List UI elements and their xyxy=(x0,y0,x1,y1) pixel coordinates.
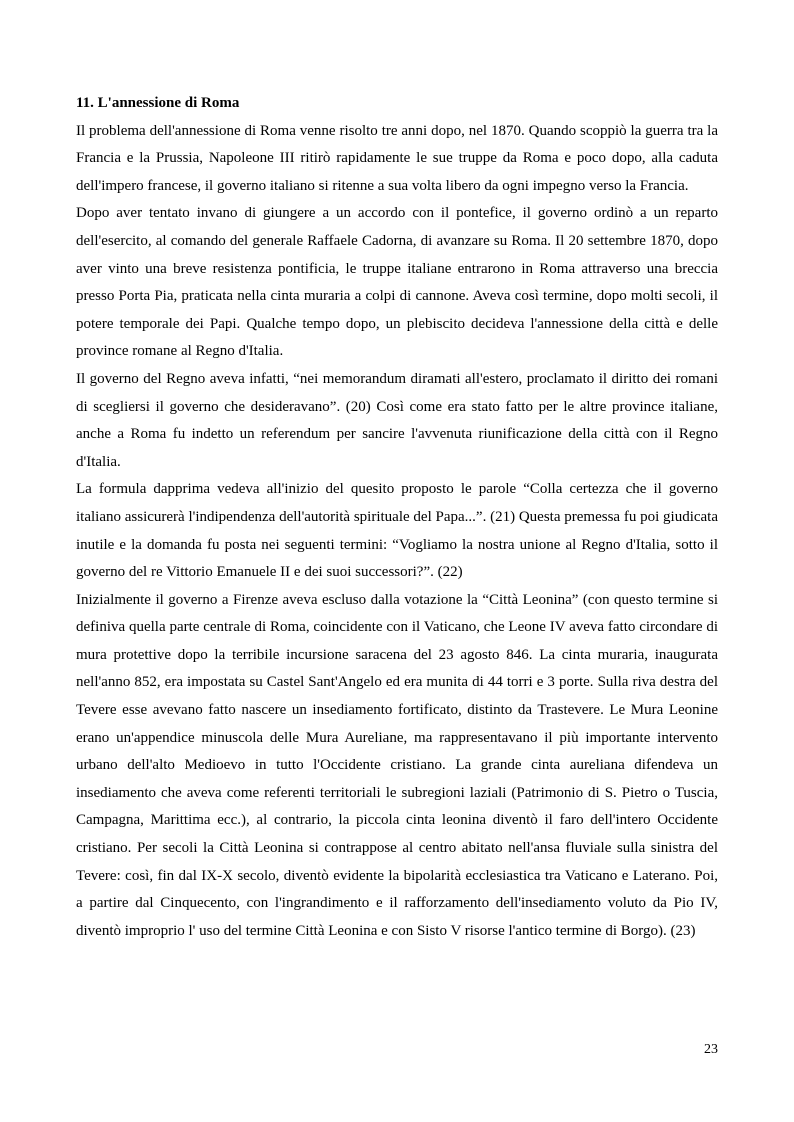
paragraph-1: Il problema dell'annessione di Roma venne risolto tre anni dopo, nel 1870. Quando scoppiò la guerra tra la Francia e la Prussia, Napoleone III ritirò rapidamente le sue truppe da Roma e poco dopo, alla caduta dell'impero francese, il governo italiano si ritenne a sua volta libero da ogni impegno verso la Francia. xyxy=(76,122,718,194)
page-body xyxy=(76,90,718,945)
paragraph-2: Dopo aver tentato invano di giungere a un accordo con il pontefice, il governo ordinò a un reparto dell'esercito, al comando del generale Raffaele Cadorna, di avanzare su Roma. Il 20 settembre 1870, dopo aver vinto una breve resistenza pontificia, le truppe italiane entrarono in Roma attraverso una breccia presso Porta Pia, praticata nella cinta muraria a colpi di cannone. Aveva così termine, dopo molti secoli, il potere temporale dei Papi. Qualche tempo dopo, un plebiscito decideva l'annessione della città e delle province romane al Regno d'Italia. xyxy=(76,205,718,360)
paragraph-4: La formula dapprima vedeva all'inizio del quesito proposto le parole “Colla certezza che il governo italiano assicurerà l'indipendenza dell'autorità spirituale del Papa...”. (21) Questa premessa fu poi giudicata inutile e la domanda fu posta nei seguenti termini: “Vogliamo la nostra unione al Regno d'Italia, sotto il governo del re Vittorio Emanuele II e dei suoi successori?”. (22) xyxy=(76,481,718,581)
paragraph-3: Il governo del Regno aveva infatti, “nei memorandum diramati all'estero, proclamato il diritto dei romani di scegliersi il governo che desideravano”. (20) Così come era stato fatto per le altre province italiane, anche a Roma fu indetto un referendum per sancire l'avvenuta riunificazione della città con il Regno d'Italia. xyxy=(76,370,718,470)
paragraph-5: Inizialmente il governo a Firenze aveva escluso dalla votazione la “Città Leonina” (con questo termine si definiva quella parte centrale di Roma, coincidente con il Vaticano, che Leone IV aveva fatto circondare di mura protettive dopo la terribile incursione saracena del 23 agosto 846. La cinta muraria, inaugurata nell'anno 852, era impostata su Castel Sant'Angelo ed era munita di 44 torri e 3 porte. Sulla riva destra del Tevere esse avevano fatto nascere un insediamento fortificato, distinto da Trastevere. Le Mura Leonine erano un'appendice minuscola delle Mura Aureliane, ma rappresentavano il più importante intervento urbano dell'alto Medioevo in tutto l'Occidente cristiano. La grande cinta aureliana difendeva un insediamento che aveva come referenti territoriali le subregioni laziali (Patrimonio di S. Pietro o Tuscia, Campagna, Marittima ecc.), al contrario, la piccola cinta leonina diventò il faro dell'intero Occidente cristiano. Per secoli la Città Leonina si contrappose al centro abitato nell'ansa fluviale sulla sinistra del Tevere: così, fin dal IX-X secolo, diventò evidente la bipolarità ecclesiastica tra Vaticano e Laterano. Poi, a partire dal Cinquecento, con l'ingrandimento e il rafforzamento dell'insediamento voluto da Pio IV, diventò improprio l' uso del termine Città Leonina e con Sisto V risorse l'antico termine di Borgo). (23) xyxy=(76,591,718,939)
section-heading: 11. L'annessione di Roma xyxy=(76,95,240,111)
page-number: 23 xyxy=(704,1042,718,1057)
